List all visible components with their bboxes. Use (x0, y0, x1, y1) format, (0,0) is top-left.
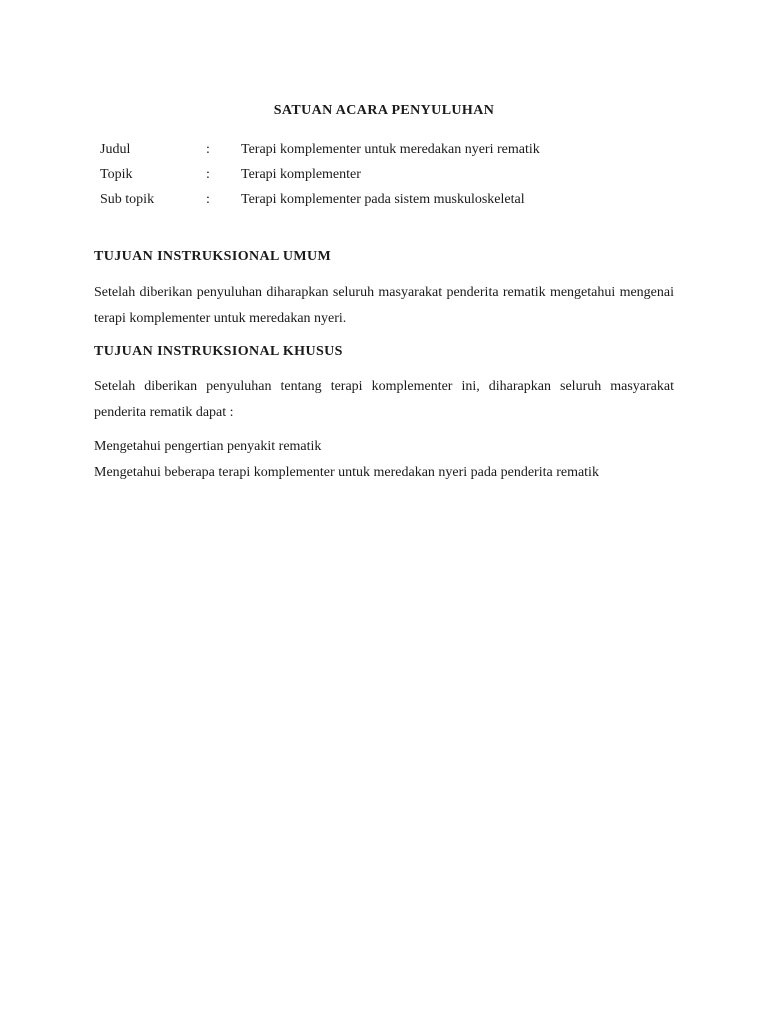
document-meta-table (100, 137, 681, 212)
meta-label: Sub topik (100, 191, 155, 207)
list-item: Mengetahui beberapa terapi komplementer untuk meredakan nyeri pada penderita rematik (94, 465, 599, 480)
document-title: SATUAN ACARA PENYULUHAN (273, 103, 495, 118)
meta-value: Terapi komplementer pada sistem muskuloskeletal (241, 191, 525, 207)
meta-row-judul (100, 137, 681, 162)
meta-label: Topik (100, 166, 133, 182)
section-heading-tujuan-umum: TUJUAN INSTRUKSIONAL UMUM (94, 249, 332, 264)
meta-label: Judul (100, 141, 131, 157)
meta-value: Terapi komplementer untuk meredakan nyeri rematik (241, 141, 540, 157)
meta-row-topik (100, 162, 681, 187)
meta-colon: : (206, 191, 210, 207)
list-item: Mengetahui pengertian penyakit rematik (94, 439, 322, 454)
meta-row-sub-topik (100, 187, 681, 212)
section-paragraph-tujuan-umum: Setelah diberikan penyuluhan diharapkan seluruh masyarakat penderita rematik mengetahui mengenai terapi komplementer untuk meredakan nyeri. (94, 285, 674, 326)
meta-value: Terapi komplementer (241, 166, 361, 182)
meta-colon: : (206, 166, 210, 182)
meta-colon: : (206, 141, 210, 157)
section-paragraph-tujuan-khusus: Setelah diberikan penyuluhan tentang terapi komplementer ini, diharapkan seluruh masyarakat penderita rematik dapat : (94, 379, 674, 420)
section-heading-tujuan-khusus: TUJUAN INSTRUKSIONAL KHUSUS (94, 344, 343, 359)
